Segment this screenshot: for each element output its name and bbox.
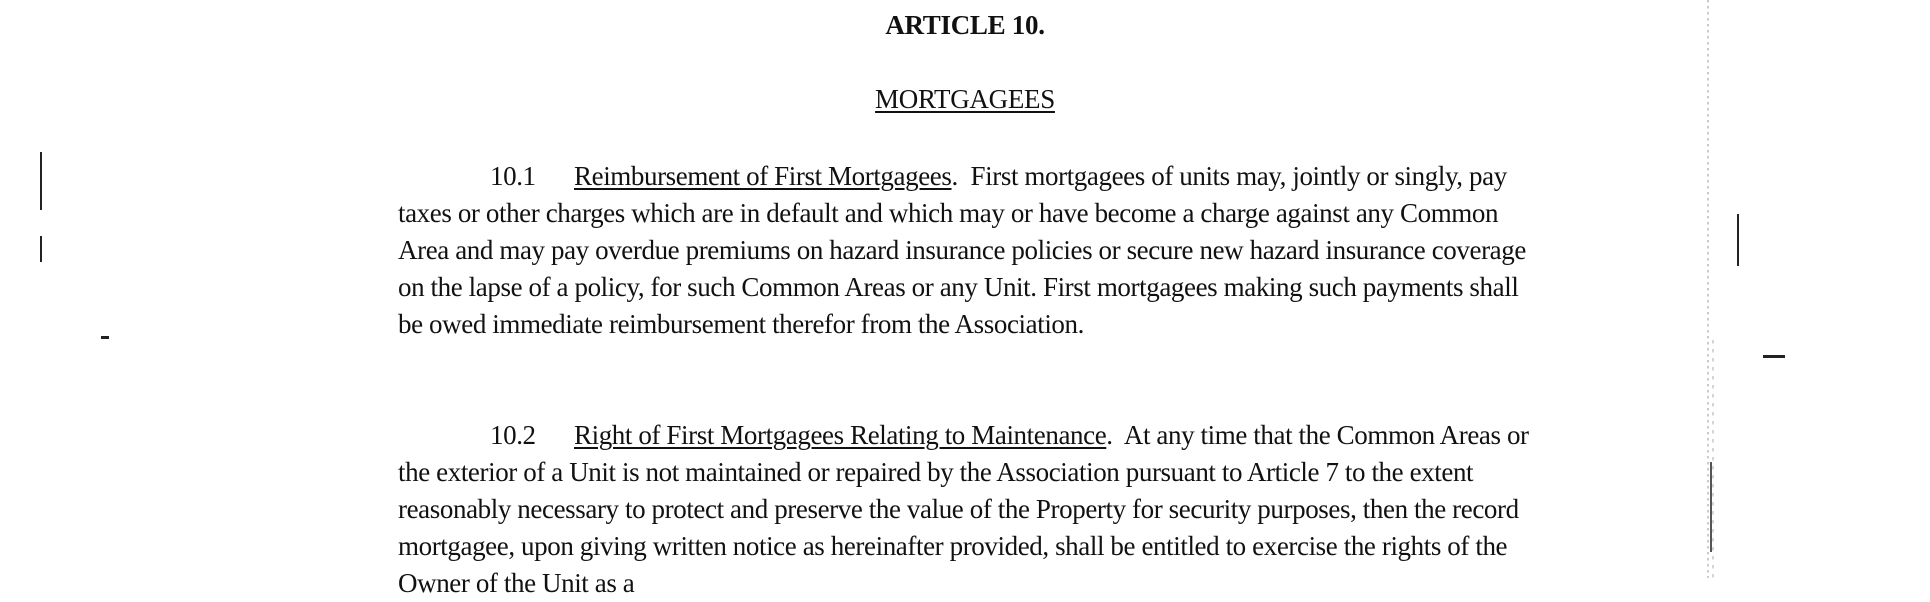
scan-artifact-dotted-edge	[1707, 0, 1709, 578]
section-10-2	[398, 417, 1548, 602]
section-heading: Reimbursement of First Mortgagees	[574, 161, 952, 191]
scan-artifact-left-dash	[101, 336, 109, 339]
section-number: 10.1	[490, 161, 536, 191]
article-title: MORTGAGEES	[875, 84, 1055, 114]
section-heading: Right of First Mortgagees Relating to Maintenance	[574, 420, 1107, 450]
scan-artifact-right-line	[1737, 214, 1739, 266]
section-number: 10.2	[490, 420, 536, 450]
scan-artifact-dotted-edge-2	[1712, 340, 1714, 578]
scan-artifact-left-line-2	[40, 236, 42, 262]
scan-artifact-right-dash	[1763, 355, 1785, 358]
section-10-1	[398, 158, 1548, 343]
article-number: ARTICLE 10.	[885, 10, 1045, 40]
section-heading-punct: .	[951, 161, 958, 191]
section-body: First mortgagees of units may, jointly or singly, pay taxes or other charges which are in default and which may or have become a charge against any Common Area and may pay overdue premiums on hazard insurance policies or secure new hazard insurance coverage on the lapse of a policy, for such Common Areas or any Unit. First mortgagees making such payments shall be owed immediate reimbursement therefor from the Association.	[398, 161, 1526, 339]
scan-artifact-left-line-1	[40, 152, 42, 210]
section-heading-punct: .	[1106, 420, 1113, 450]
section-body: At any time that the Common Areas or the exterior of a Unit is not maintained or repaired by the Association pursuant to Article 7 to the extent reasonably necessary to protect and preserve the value of the Property for security purposes, then the record mortgagee, upon giving written notice as hereinafter provided, shall be entitled to exercise the rights of the Owner of the Unit as a	[398, 420, 1529, 598]
